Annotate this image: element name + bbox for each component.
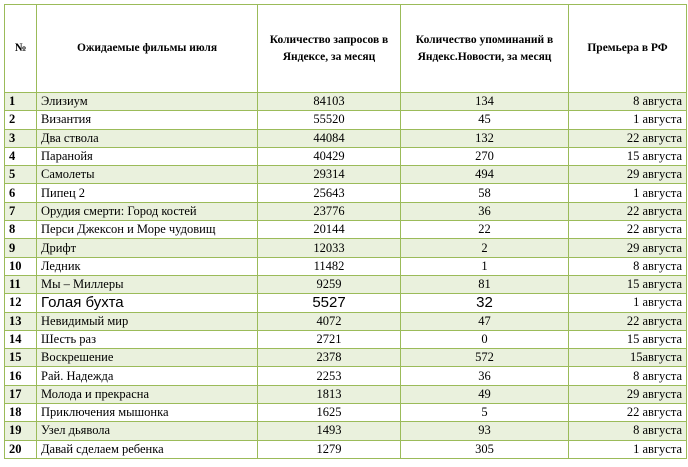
cell-news: 58 (401, 184, 569, 202)
cell-title: Воскрешение (37, 349, 258, 367)
cell-news: 494 (401, 166, 569, 184)
cell-title: Невидимый мир (37, 312, 258, 330)
table-body (5, 93, 687, 459)
cell-title: Рай. Надежда (37, 367, 258, 385)
cell-news: 32 (401, 294, 569, 312)
cell-num: 7 (5, 202, 37, 220)
cell-num: 9 (5, 239, 37, 257)
cell-requests: 1625 (258, 404, 401, 422)
cell-premiere: 22 августа (569, 221, 687, 239)
cell-requests: 1279 (258, 440, 401, 458)
cell-premiere: 22 августа (569, 202, 687, 220)
table-row (5, 257, 687, 275)
cell-num: 10 (5, 257, 37, 275)
table-row (5, 349, 687, 367)
table-row (5, 129, 687, 147)
cell-premiere: 29 августа (569, 385, 687, 403)
table-row (5, 221, 687, 239)
cell-title: Пипец 2 (37, 184, 258, 202)
table-row (5, 294, 687, 312)
cell-num: 3 (5, 129, 37, 147)
cell-news: 5 (401, 404, 569, 422)
header-row (5, 5, 687, 93)
cell-news: 93 (401, 422, 569, 440)
cell-requests: 55520 (258, 111, 401, 129)
cell-num: 13 (5, 312, 37, 330)
header-premiere: Премьера в РФ (569, 5, 687, 93)
cell-title: Шесть раз (37, 330, 258, 348)
cell-title: Орудия смерти: Город костей (37, 202, 258, 220)
cell-news: 305 (401, 440, 569, 458)
header-title: Ожидаемые фильмы июля (37, 5, 258, 93)
cell-requests: 23776 (258, 202, 401, 220)
cell-premiere: 8 августа (569, 257, 687, 275)
cell-num: 16 (5, 367, 37, 385)
cell-requests: 12033 (258, 239, 401, 257)
cell-requests: 40429 (258, 147, 401, 165)
cropped-caption-remnant (0, 0, 688, 3)
table-row (5, 202, 687, 220)
header-news: Количество упоминаний в Яндекс.Новости, за месяц (401, 5, 569, 93)
table-row (5, 93, 687, 111)
cell-premiere: 29 августа (569, 239, 687, 257)
cell-requests: 11482 (258, 257, 401, 275)
cell-num: 17 (5, 385, 37, 403)
cell-news: 1 (401, 257, 569, 275)
cell-premiere: 22 августа (569, 312, 687, 330)
table-row (5, 385, 687, 403)
cell-num: 5 (5, 166, 37, 184)
table-row (5, 367, 687, 385)
cell-requests: 44084 (258, 129, 401, 147)
cell-title: Давай сделаем ребенка (37, 440, 258, 458)
cell-premiere: 1 августа (569, 294, 687, 312)
table-row (5, 312, 687, 330)
cell-title: Узел дьявола (37, 422, 258, 440)
cell-news: 81 (401, 275, 569, 293)
cell-title: Два ствола (37, 129, 258, 147)
cell-num: 19 (5, 422, 37, 440)
cell-title: Молода и прекрасна (37, 385, 258, 403)
cell-premiere: 15 августа (569, 147, 687, 165)
cell-requests: 2253 (258, 367, 401, 385)
table-row (5, 440, 687, 458)
cell-premiere: 22 августа (569, 404, 687, 422)
cell-num: 11 (5, 275, 37, 293)
cell-requests: 5527 (258, 294, 401, 312)
cell-requests: 20144 (258, 221, 401, 239)
cell-news: 2 (401, 239, 569, 257)
cell-requests: 1813 (258, 385, 401, 403)
table-row (5, 166, 687, 184)
expected-films-table (4, 4, 687, 459)
table-row (5, 184, 687, 202)
cell-premiere: 1 августа (569, 184, 687, 202)
cell-news: 572 (401, 349, 569, 367)
cell-title: Элизиум (37, 93, 258, 111)
cell-premiere: 8 августа (569, 422, 687, 440)
table-row (5, 111, 687, 129)
cell-title: Ледник (37, 257, 258, 275)
cell-news: 0 (401, 330, 569, 348)
cell-requests: 29314 (258, 166, 401, 184)
cell-premiere: 8 августа (569, 367, 687, 385)
cell-requests: 4072 (258, 312, 401, 330)
cell-num: 12 (5, 294, 37, 312)
header-requests: Количество запросов в Яндексе, за месяц (258, 5, 401, 93)
table-row (5, 330, 687, 348)
table-row (5, 275, 687, 293)
cell-premiere: 1 августа (569, 440, 687, 458)
cell-premiere: 22 августа (569, 129, 687, 147)
cell-title: Мы – Миллеры (37, 275, 258, 293)
cell-title: Паранойя (37, 147, 258, 165)
cell-title: Дрифт (37, 239, 258, 257)
cell-news: 22 (401, 221, 569, 239)
cell-num: 8 (5, 221, 37, 239)
cell-premiere: 15 августа (569, 275, 687, 293)
cell-premiere: 8 августа (569, 93, 687, 111)
cell-requests: 84103 (258, 93, 401, 111)
cell-title: Приключения мышонка (37, 404, 258, 422)
cell-premiere: 15августа (569, 349, 687, 367)
cell-requests: 9259 (258, 275, 401, 293)
cell-news: 36 (401, 202, 569, 220)
cell-num: 20 (5, 440, 37, 458)
cell-news: 134 (401, 93, 569, 111)
cell-news: 132 (401, 129, 569, 147)
table-row (5, 404, 687, 422)
cell-premiere: 29 августа (569, 166, 687, 184)
cell-news: 47 (401, 312, 569, 330)
cell-requests: 1493 (258, 422, 401, 440)
cell-title: Перси Джексон и Море чудовищ (37, 221, 258, 239)
table-header (5, 5, 687, 93)
cell-num: 1 (5, 93, 37, 111)
cell-num: 18 (5, 404, 37, 422)
cell-num: 2 (5, 111, 37, 129)
cell-news: 49 (401, 385, 569, 403)
cell-num: 6 (5, 184, 37, 202)
cell-news: 45 (401, 111, 569, 129)
cell-title: Самолеты (37, 166, 258, 184)
cell-requests: 2378 (258, 349, 401, 367)
header-num: № (5, 5, 37, 93)
cell-num: 14 (5, 330, 37, 348)
cell-num: 15 (5, 349, 37, 367)
cell-premiere: 15 августа (569, 330, 687, 348)
table-row (5, 422, 687, 440)
table-row (5, 239, 687, 257)
cell-requests: 25643 (258, 184, 401, 202)
cell-premiere: 1 августа (569, 111, 687, 129)
cell-title: Византия (37, 111, 258, 129)
cell-news: 270 (401, 147, 569, 165)
cell-num: 4 (5, 147, 37, 165)
cell-news: 36 (401, 367, 569, 385)
cell-requests: 2721 (258, 330, 401, 348)
cell-title: Голая бухта (37, 294, 258, 312)
table-row (5, 147, 687, 165)
